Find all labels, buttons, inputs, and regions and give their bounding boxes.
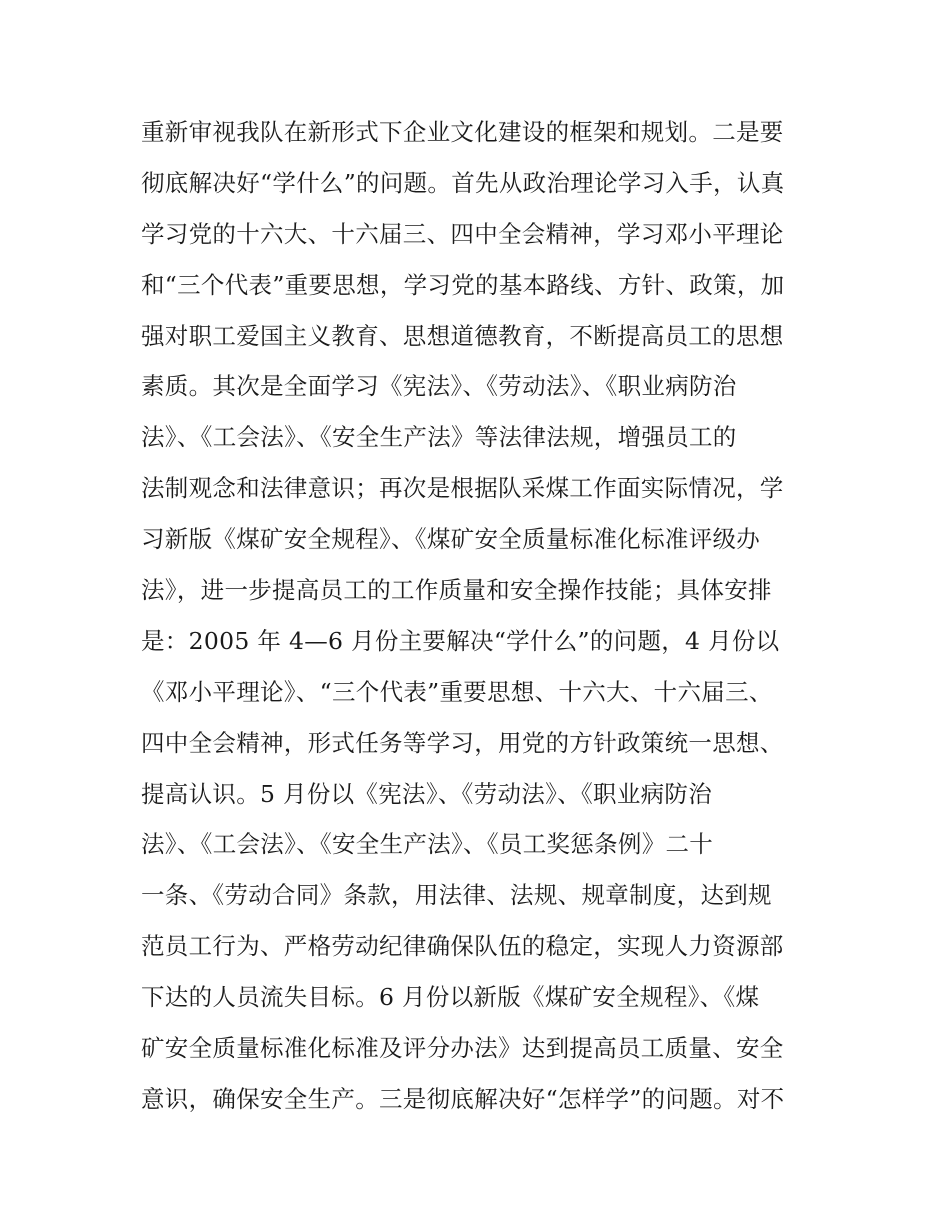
text-line: 强对职工爱国主义教育、思想道德教育，不断提高员工的思想	[141, 321, 784, 350]
text-line: 彻底解决好“学什么”的问题。首先从政治理论学习入手，认真	[141, 168, 785, 197]
text-line: 《邓小平理论》、“三个代表”重要思想、十六大、十六届三、	[141, 677, 773, 706]
text-line: 素质。其次是全面学习《宪法》、《劳动法》、《职业病防治	[141, 372, 737, 401]
text-line: 提高认识。5 月份以《宪法》、《劳动法》、《职业病防治	[141, 779, 713, 808]
text-line: 习新版《煤矿安全规程》、《煤矿安全质量标准化标准评级办	[141, 525, 761, 554]
text-line: 学习党的十六大、十六届三、四中全会精神，学习邓小平理论	[141, 219, 784, 248]
text-line: 重新审视我队在新形式下企业文化建设的框架和规划。二是要	[141, 118, 784, 146]
text-line: 法》，进一步提高员工的工作质量和安全操作技能；具体安排	[141, 576, 772, 605]
text-line: 法》、《工会法》、《安全生产法》、《员工奖惩条例》二十	[141, 830, 714, 859]
text-line: 和“三个代表”重要思想，学习党的基本路线、方针、政策，加	[141, 270, 785, 299]
text-line: 范员工行为、严格劳动纪律确保队伍的稳定，实现人力资源部	[141, 932, 784, 961]
body-text	[141, 107, 821, 1125]
text-line: 法》、《工会法》、《安全生产法》等法律法规，增强员工的	[141, 423, 737, 452]
text-line: 一条、《劳动合同》条款，用法律、法规、规章制度，达到规	[141, 881, 772, 910]
text-line: 意识，确保安全生产。三是彻底解决好“怎样学”的问题。对不	[141, 1084, 785, 1113]
text-line: 四中全会精神，形式任务等学习，用党的方针政策统一思想、	[141, 728, 784, 757]
text-line: 法制观念和法律意识；再次是根据队采煤工作面实际情况，学	[141, 474, 784, 503]
text-line: 是：2005 年 4—6 月份主要解决“学什么”的问题，4 月份以	[141, 626, 780, 655]
text-line: 下达的人员流失目标。6 月份以新版《煤矿安全规程》、《煤	[141, 983, 760, 1012]
text-line: 矿安全质量标准化标准及评分办法》达到提高员工质量、安全	[141, 1034, 784, 1063]
